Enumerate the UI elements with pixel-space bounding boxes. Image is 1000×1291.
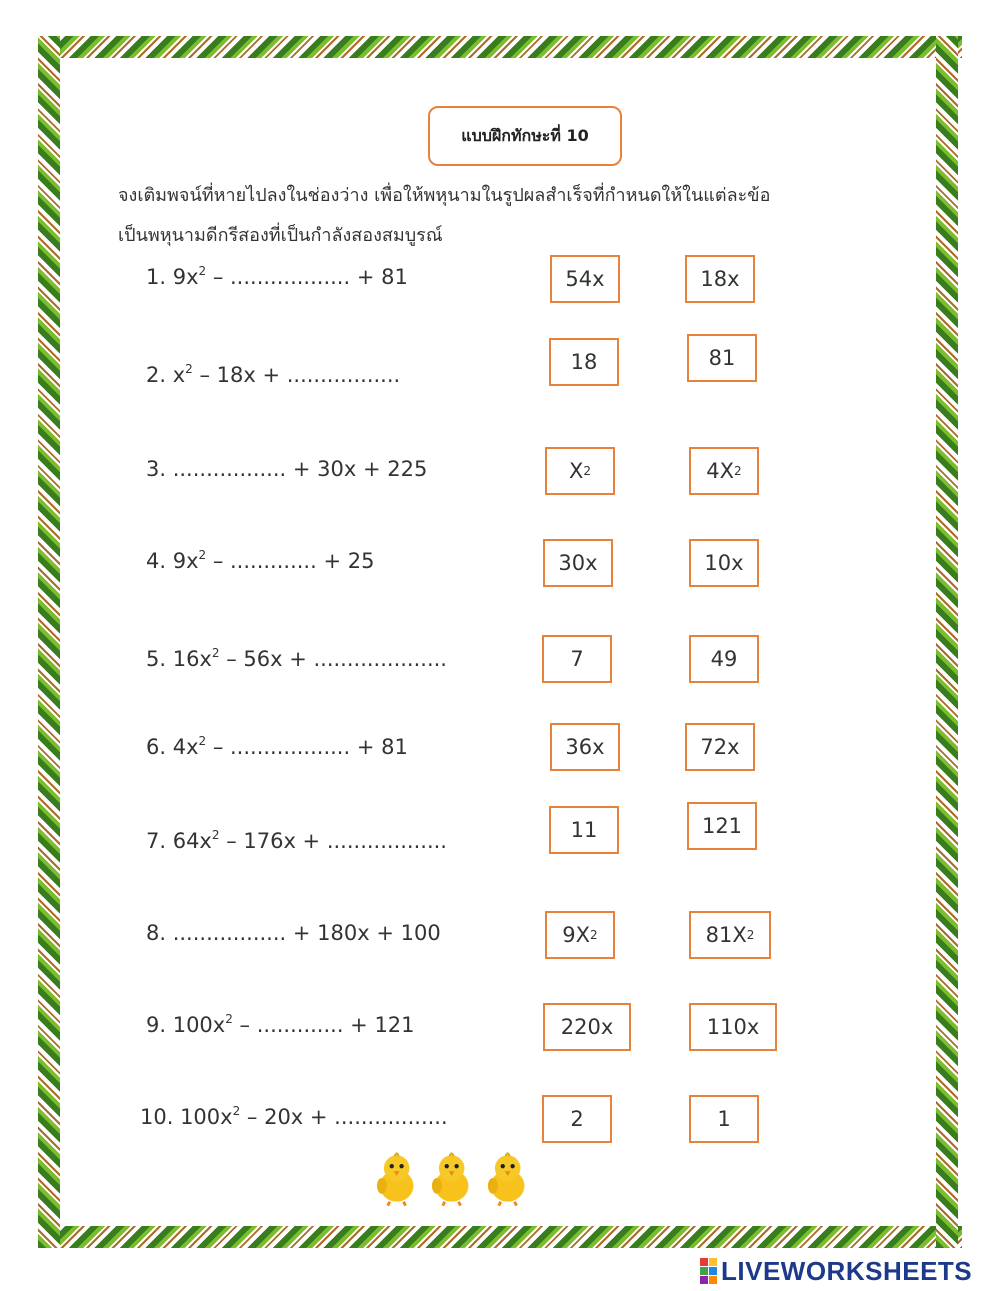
answer-option-5b[interactable]: 49	[689, 635, 759, 683]
answer-option-6b[interactable]: 72x	[685, 723, 755, 771]
question-9: 9. $100x^2$ – ............. + 121	[146, 1012, 415, 1037]
answer-option-9a[interactable]: 220x	[543, 1003, 631, 1051]
decorative-border-top	[40, 36, 962, 58]
logo-text: LIVEWORKSHEETS	[721, 1255, 973, 1286]
answer-option-10b[interactable]: 1	[689, 1095, 759, 1143]
chick-icon	[427, 1148, 476, 1208]
question-8: 8. ................. + 180x + 100	[146, 921, 441, 945]
decorative-border-right	[936, 36, 958, 1248]
question-1: 1. $9x^2$ – .................. + 81	[146, 264, 408, 289]
answer-option-3a[interactable]: X 2	[545, 447, 615, 495]
answer-option-1a[interactable]: 54x	[550, 255, 620, 303]
question-7: 7. $64x^2 - 176x$ + ..................	[146, 828, 447, 853]
decorative-border-left	[38, 36, 60, 1248]
instruction-line-2: เป็นพหุนามดีกรีสองที่เป็นกำลังสองสมบูรณ์	[118, 225, 443, 246]
answer-option-2b[interactable]: 81	[687, 334, 757, 382]
liveworksheets-logo	[700, 1256, 972, 1286]
question-3: 3. ................. + 30x + 225	[146, 457, 428, 481]
chick-icon	[372, 1148, 421, 1208]
answer-option-1b[interactable]: 18x	[685, 255, 755, 303]
answer-option-9b[interactable]: 110x	[689, 1003, 777, 1051]
answer-option-7a[interactable]: 11	[549, 806, 619, 854]
question-10: 10. $100x^2 - 20x$ + .................	[140, 1104, 448, 1129]
answer-option-8b[interactable]: 81X 2	[689, 911, 771, 959]
chick-decoration	[372, 1148, 532, 1208]
answer-option-7b[interactable]: 121	[687, 802, 757, 850]
decorative-border-bottom	[40, 1226, 962, 1248]
answer-option-8a[interactable]: 9X 2	[545, 911, 615, 959]
logo-blocks-icon	[700, 1258, 717, 1284]
answer-option-6a[interactable]: 36x	[550, 723, 620, 771]
question-4: 4. $9x^2$ – ............. + 25	[146, 548, 375, 573]
answer-option-2a[interactable]: 18	[549, 338, 619, 386]
question-5: 5. $16x^2 - 56x$ + ....................	[146, 646, 447, 671]
answer-option-5a[interactable]: 7	[542, 635, 612, 683]
question-6: 6. $4x^2$ – .................. + 81	[146, 734, 408, 759]
chick-icon	[483, 1148, 532, 1208]
answer-option-10a[interactable]: 2	[542, 1095, 612, 1143]
answer-option-3b[interactable]: 4X 2	[689, 447, 759, 495]
instruction-line-1: จงเติมพจน์ที่หายไปลงในช่องว่าง เพื่อให้พหุนามในรูปผลสำเร็จที่กำหนดให้ในแต่ละข้อ	[118, 185, 771, 206]
question-2: 2. $x^2 - 18x$ + .................	[146, 362, 401, 387]
worksheet-title: แบบฝึกทักษะที่ 10	[428, 106, 622, 166]
answer-option-4b[interactable]: 10x	[689, 539, 759, 587]
answer-option-4a[interactable]: 30x	[543, 539, 613, 587]
